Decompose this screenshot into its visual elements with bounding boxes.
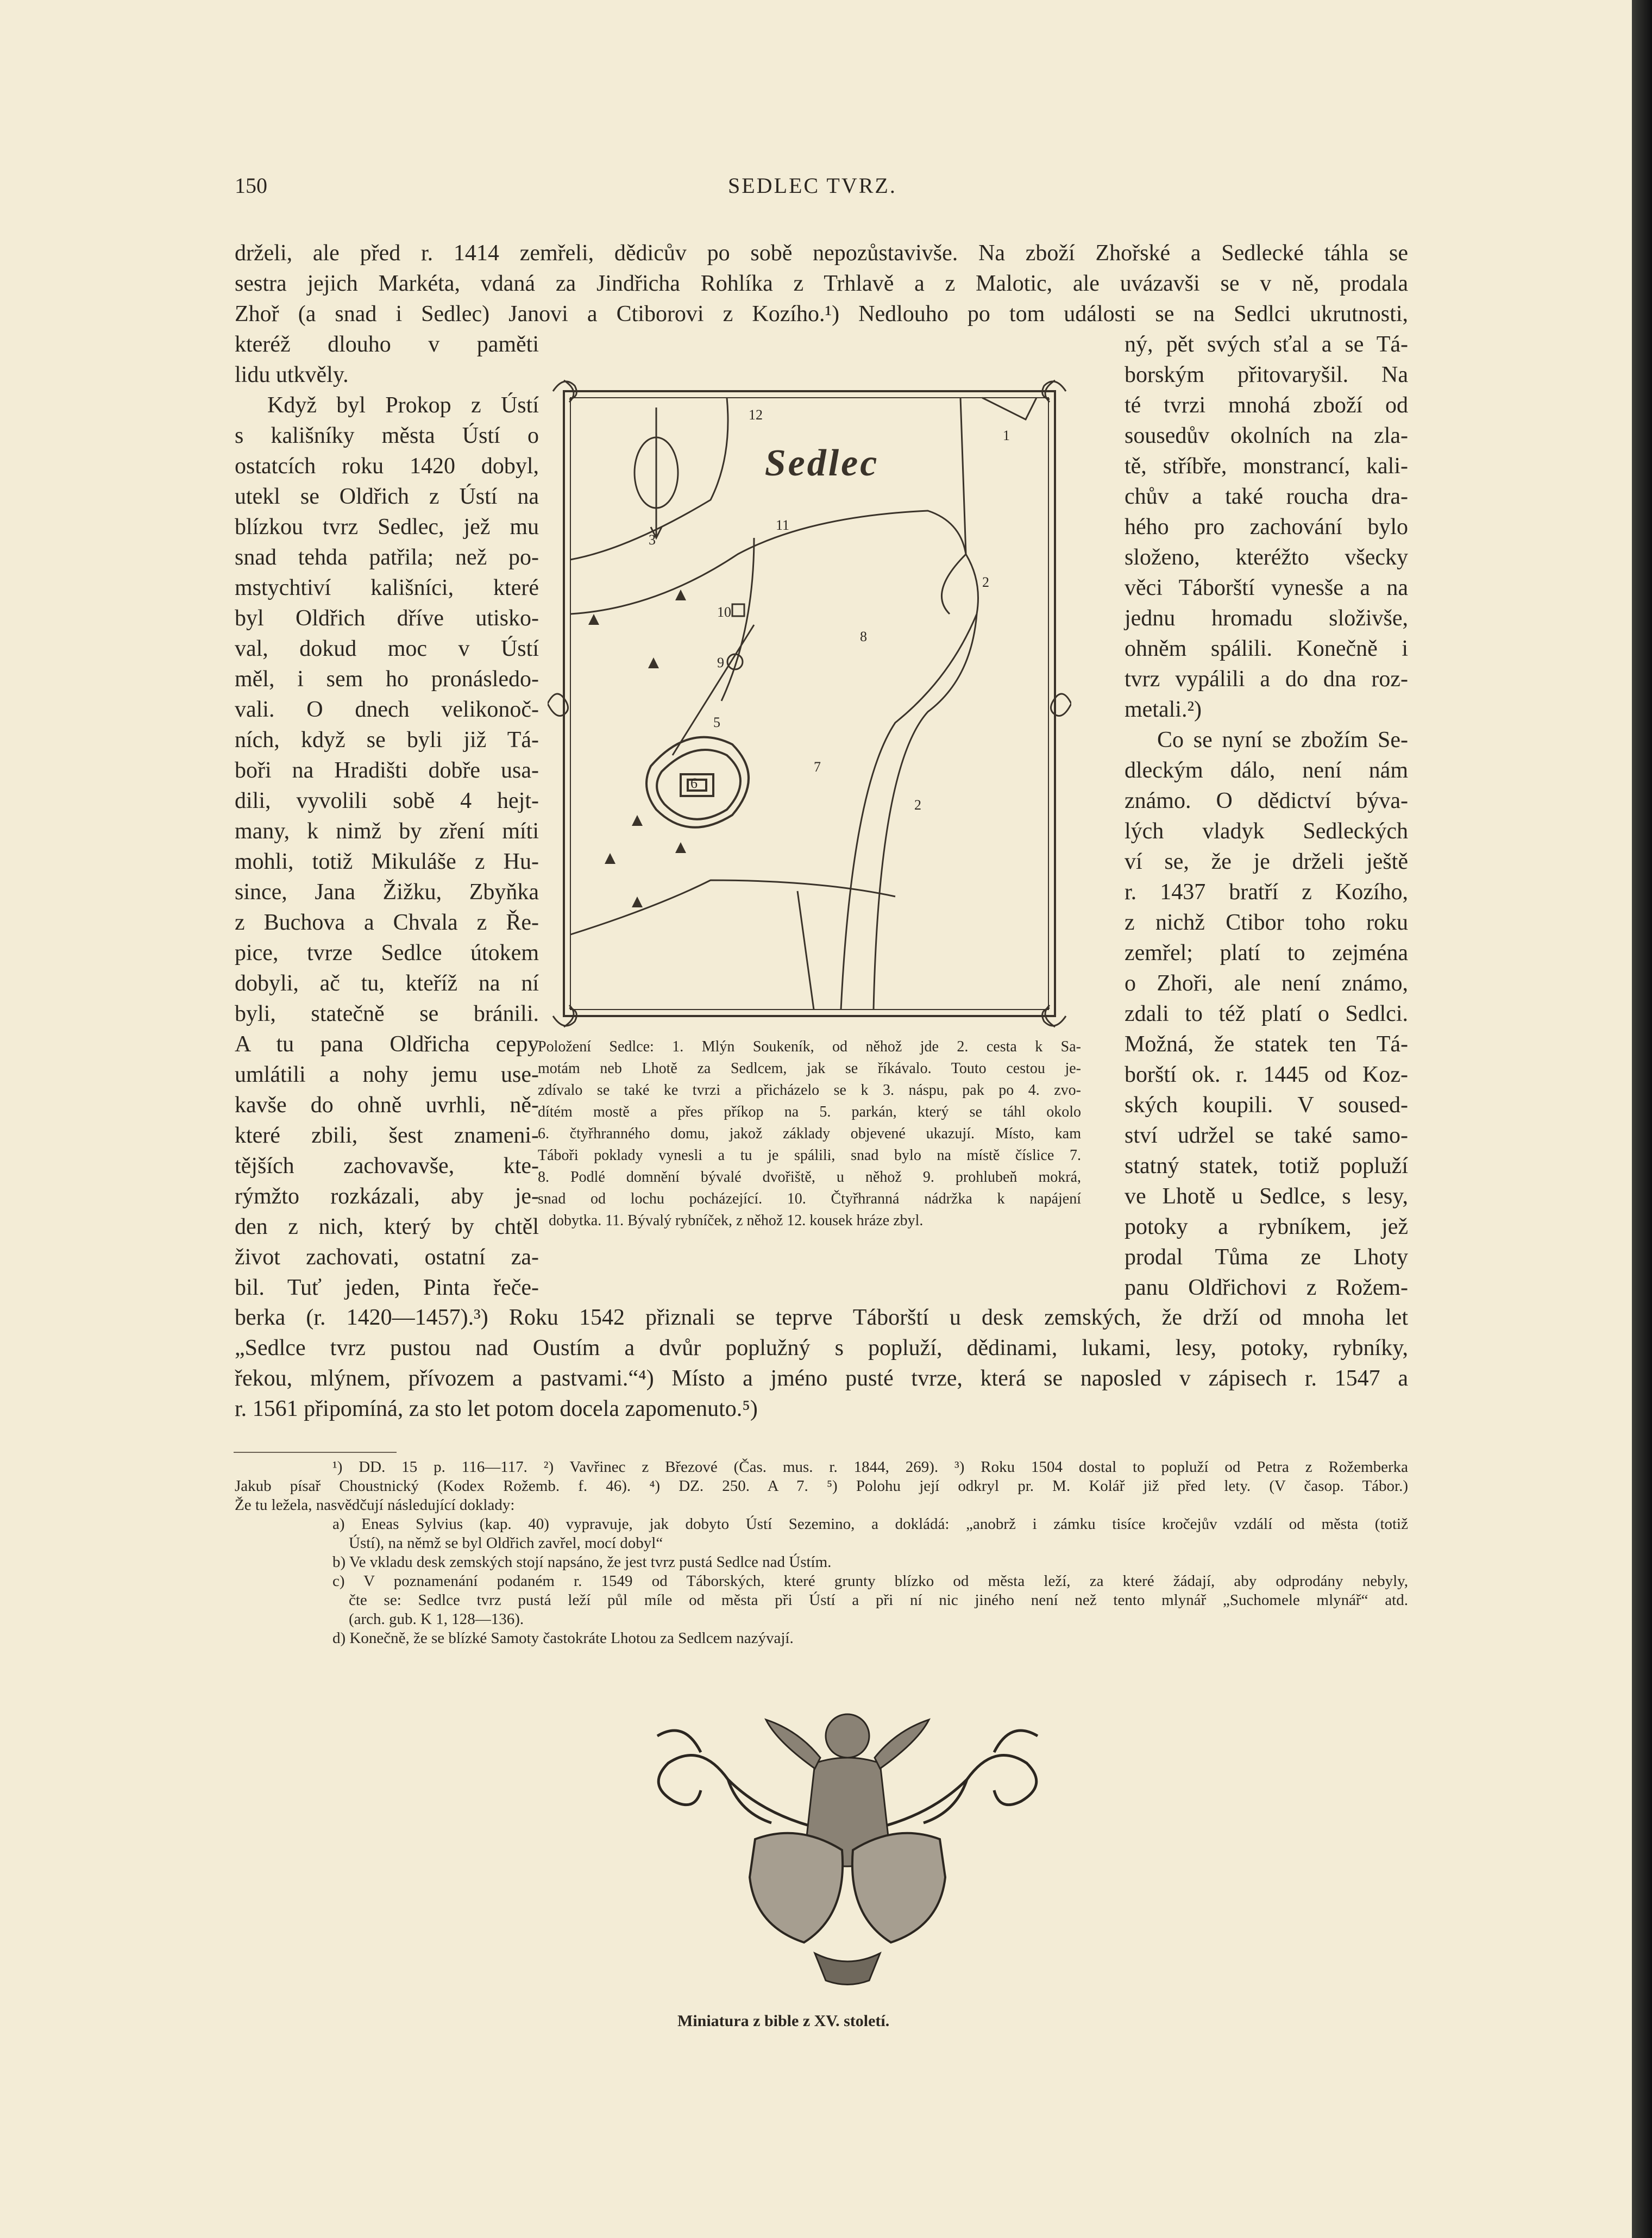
text-line: zdali to též platí o Sedlci. [1125,1001,1408,1026]
text-line: rýmžto rozkázali, aby je- [235,1184,539,1209]
text-line: lých vladyk Sedleckých [1125,819,1408,844]
text-line: ohněm spálili. Konečně i [1125,636,1408,661]
caption-line: snad od lochu pocházející. 10. Čtyřhranná nádržka k napájení [538,1190,1081,1207]
text-line: sousedův okolních na zla- [1125,423,1408,448]
text-line: dili, vyvolili sobě 4 hejt- [235,788,539,813]
text-line: hého pro zachování bylo [1125,515,1408,540]
text-line: berka (r. 1420—1457).³) Roku 1542 přiznali se teprve Táborští u desk zemských, že drží od mnoha let [235,1305,1408,1330]
text-line: s kališníky města Ústí o [235,423,539,448]
text-line: složeno, kteréžto všecky [1125,545,1408,570]
text-line: kavše do ohně uvrhli, ně- [235,1093,539,1118]
text-bottom [235,1302,1408,1424]
text-line: A tu pana Oldřicha cepy [235,1032,539,1057]
caption-line: motám neb Lhotě za Sedlcem, jak se říkávalo. Touto cestou je- [538,1060,1081,1077]
text-line: blízkou tvrz Sedlec, jež mu [235,515,539,540]
footnote-line: d) Konečně, že se blízké Samoty častokráte Lhotou za Sedlcem nazývají. [332,1629,794,1647]
text-line: kteréž dlouho v paměti [235,332,539,357]
text-line: „Sedlce tvrz pustou nad Oustím a dvůr poplužný s popluží, dědinami, lukami, lesy, potoky, rybníky, [235,1336,1408,1361]
text-line: věci Táborští vynesše a na [1125,575,1408,600]
map-label: 8 [860,629,867,644]
footnote-line: ¹) DD. 15 p. 116—117. ²) Vavřinec z Březové (Čas. mus. r. 1844, 269). ³) Roku 1504 dostal to popluží od Petra z Rožemberka [332,1458,1408,1476]
map-label: 2 [914,797,921,813]
text-line: metali.²) [1125,697,1202,722]
text-line: Zhoř (a snad i Sedlec) Janovi a Ctiborovi z Kozího.¹) Nedlouho po tom události se na Sedlci ukrutnosti, [235,302,1408,327]
text-line: potoky a rybníkem, jež [1125,1214,1408,1239]
text-line: ný, pět svých sťal a se Tá- [1125,332,1408,357]
text-line: Když byl Prokop z Ústí [267,393,539,418]
text-line: dleckým dálo, není nám [1125,758,1408,783]
caption-line: dobytka. 11. Bývalý rybníček, z něhož 12. kousek hráze zbyl. [549,1212,924,1229]
text-line: bil. Tuť jeden, Pinta řeče- [235,1275,539,1300]
map-label: 11 [776,517,790,533]
text-line: val, dokud moc v Ústí [235,636,539,661]
scan-edge [1632,0,1652,2238]
ornament-caption: Miniatura z bible z XV. století. [677,2012,890,2030]
map-title: Sedlec [764,442,880,484]
text-line: Možná, že statek ten Tá- [1125,1032,1408,1057]
text-line: tvrz vypálili a do dna roz- [1125,667,1408,692]
text-line: Co se nyní se zbožím Se- [1157,728,1408,753]
text-line: pice, tvrze Sedlce útokem [235,941,539,966]
running-title: SEDLEC TVRZ. [728,173,897,198]
text-line: drželi, ale před r. 1414 zemřeli, dědicův po sobě nepozůstavivše. Na zboží Zhořské a Sedlecké táhla se [235,241,1408,266]
text-line: z nichž Ctibor toho roku [1125,910,1408,935]
text-line: život zachovati, ostatní za- [235,1245,539,1270]
text-line: ních, když se byli již Tá- [235,728,539,753]
text-line: ostatcích roku 1420 dobyl, [235,454,539,479]
map-label: 1 [1003,428,1010,443]
map-label: 2 [982,574,989,590]
right-column [1125,329,1408,1303]
left-column [235,329,539,1303]
text-line: tě, stříbře, monstrancí, kali- [1125,454,1408,479]
text-line: chův a také roucha dra- [1125,484,1408,509]
text-line: jednu hromadu složivše, [1125,606,1408,631]
text-line: r. 1561 připomíná, za sto let potom docela zapomenuto.⁵) [235,1396,758,1421]
north-arrow-icon [635,408,678,538]
page-number: 150 [235,173,267,198]
text-line: o Zhoři, ale není známo, [1125,971,1408,996]
text-line: byl Oldřich dříve utisko- [235,606,539,631]
text-line: umlátili a nohy jemu use- [235,1062,539,1087]
text-line: z Buchova a Chvala z Ře- [235,910,539,935]
text-line: mstychtiví kališníci, které [235,575,539,600]
map-label: 3 [649,532,656,548]
text-line: ví se, že je drželi ještě [1125,849,1408,874]
miniature-ornament [636,1698,1059,2002]
text-line: utekl se Oldřich z Ústí na [235,484,539,509]
footnote-line: Že tu ležela, nasvědčují následující doklady: [235,1496,515,1514]
footnote-line: b) Ve vkladu desk zemských stojí napsáno, že jest tvrz pustá Sedlce nad Ústím. [332,1553,832,1571]
text-line: řekou, mlýnem, přívozem a pastvami.“⁴) Místo a jméno pusté tvrze, která se naposled v zápisech r. 1547 a [235,1366,1408,1391]
text-line: známo. O dědictví býva- [1125,788,1408,813]
text-line: borským přitovaryšil. Na [1125,362,1408,387]
footnote-line: a) Eneas Sylvius (kap. 40) vypravuje, jak dobyto Ústí Sezemino, a dokládá: „anobrž i zámku tisíce kročejův vzdálí od města (totiž [332,1515,1408,1533]
text-line: měl, i sem ho pronásledo- [235,667,539,692]
caption-line: Táboři poklady vynesli a tu je spálili, snad bylo na místě číslice 7. [538,1147,1081,1164]
text-line: vali. O dnech velikonoč- [235,697,539,722]
text-line: byli, statečně se bránili. [235,1001,539,1026]
text-line: den z nich, který by chtěl [235,1214,539,1239]
text-line: zemřel; platí to zejména [1125,941,1408,966]
caption-line: Položení Sedlce: 1. Mlýn Soukeník, od něhož jde 2. cesta k Sa- [538,1038,1081,1055]
footnote-line: Jakub písař Choustnický (Kodex Rožemb. f. 46). ⁴) DZ. 250. A 7. ⁵) Polohu její odkryl pr. M. Kolář již před lety. (V časop. Tábor.) [235,1477,1408,1495]
footnote-line: (arch. gub. K 1, 128—136). [349,1610,524,1628]
text-line: lidu utkvěly. [235,362,349,387]
text-line: mohli, totiž Mikuláše z Hu- [235,849,539,874]
map-label: 9 [717,655,724,670]
map-label: 10 [717,604,731,620]
text-line: dobyli, ač tu, kteříž na ní [235,971,539,996]
text-line: panu Oldřichovi z Rožem- [1125,1275,1408,1300]
footnote-line: Ústí), na němž se byl Oldřich zavřel, mocí dobyl“ [349,1534,663,1552]
text-line: many, k nimž by zření míti [235,819,539,844]
text-line: boři na Hradišti dobře usa- [235,758,539,783]
caption-line: zdívalo se také ke tvrzi a přicházelo se k 3. náspu, pak po 4. zvo- [538,1082,1081,1099]
footnote-line: c) V poznamenání podaném r. 1549 od Táborských, které grunty blízko od města leží, za které žádají, aby odprodány nebyly, [332,1572,1408,1590]
caption-line: dítém mostě a přes příkop na 5. parkán, který se táhl okolo [538,1104,1081,1120]
footnote-line: čte se: Sedlce tvrz pustá leží půl míle od města při Ústí a při ní nic jiného není než tento mlynář „Suchomele mlynář“ atd. [349,1591,1408,1609]
text-line: prodal Tůma ze Lhoty [1125,1245,1408,1270]
text-line: té tvrzi mnohá zboží od [1125,393,1408,418]
text-line: ských koupili. V soused- [1125,1093,1408,1118]
text-top [235,238,1408,329]
text-line: sestra jejich Markéta, vdaná za Jindřicha Rohlíka z Trhlavě a z Malotic, ale uvázavši se v ně, prodala [235,271,1408,296]
map-label: 12 [749,407,763,423]
text-line: ství udržel se také samo- [1125,1123,1408,1148]
text-line: tějších zachovavše, kte- [235,1154,539,1178]
footnotes [235,1458,1408,1648]
caption-line: 6. čtyřhranného domu, jakož základy objevené ukazují. Místo, kam [538,1125,1081,1142]
text-line: borští ok. r. 1445 od Koz- [1125,1062,1408,1087]
text-line: statný statek, totiž popluží [1125,1154,1408,1178]
text-line: které zbili, šest znameni- [235,1123,539,1148]
text-line: snad tehda patřila; než po- [235,545,539,570]
map-label: 7 [814,759,821,775]
footnote-rule [234,1452,397,1453]
map-label: 5 [713,714,720,730]
text-line: ve Lhotě u Sedlce, s lesy, [1125,1184,1408,1209]
map-caption [538,1036,1081,1232]
text-line: r. 1437 bratří z Kozího, [1125,880,1408,905]
text-line: since, Jana Žižku, Zbyňka [235,880,539,905]
castle-mound [646,737,749,828]
sedlec-map [548,375,1071,1032]
map-label: 6 [690,775,698,791]
caption-line: 8. Podlé domnění bývalé dvořiště, u něhož 9. prohlubeň mokrá, [538,1169,1081,1186]
